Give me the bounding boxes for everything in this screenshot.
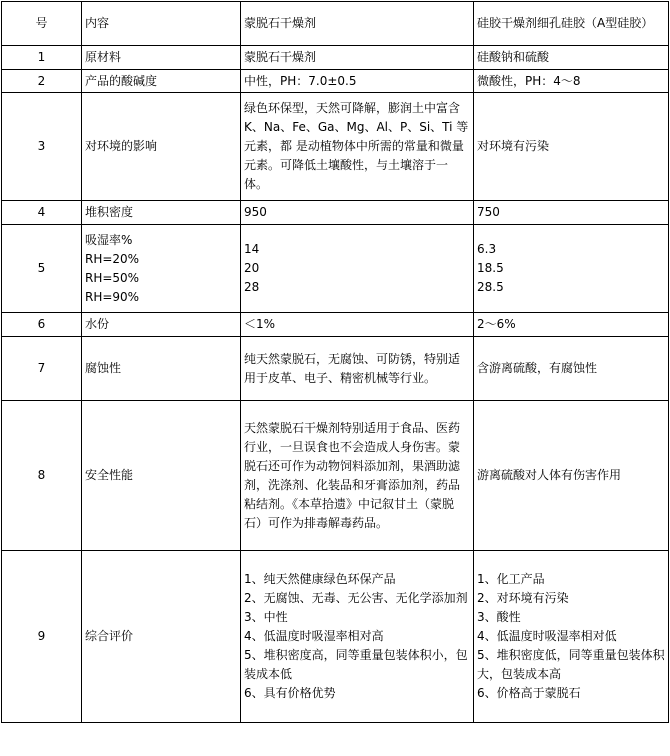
row-mont: 天然蒙脱石干燥剂特别适用于食品、医药行业，一旦误食也不会造成人身伤害。蒙脱石还可作为动物饲料添加剂，果酒助滤剂，洗涤剂、化装品和牙膏添加剂，药品粘结剂。《本草拾遗》中记叙甘土（蒙脱石）可作为排毒解毒药品。 [241,401,474,551]
row-mont-line: 20 [244,261,260,275]
comparison-table-wrapper [1,1,669,723]
table-row [2,93,669,201]
row-mont: 绿色环保型，天然可降解，膨润土中富含 K、Na、Fe、Ga、Mg、Al、P、Si、Ti 等元素，都 是动植物体中所需的常量和微量元素。可降低土壤酸性，与土壤溶于一体。 [241,93,474,201]
row-mont-line: 2、无腐蚀、无毒、无公害、无化学添加剂 [244,591,468,605]
row-silica-line: 1、化工产品 [477,572,545,586]
row-silica-line: 4、低温度时吸湿率相对低 [477,629,617,643]
row-mont-line: 6、具有价格优势 [244,686,336,700]
header-no: 号 [2,2,82,46]
row-mont-line: 5、堆积密度高，同等重量包装体积小，包装成本低 [244,648,468,681]
row-item-line: 吸湿率% [85,232,133,247]
row-mont: 纯天然蒙脱石，无腐蚀、可防锈，特别适用于皮革、电子、精密机械等行业。 [241,337,474,401]
row-silica [474,225,669,313]
row-no: 7 [2,337,82,401]
table-row [2,551,669,723]
row-no: 1 [2,46,82,70]
row-no: 2 [2,70,82,93]
row-mont [241,551,474,723]
row-item-line: RH=50% [85,270,140,285]
row-item: 原材料 [82,46,241,70]
header-silica: 硅胶干燥剂细孔硅胶（A型硅胶） [474,2,669,46]
row-no: 6 [2,313,82,337]
row-silica-line: 2、对环境有污染 [477,591,569,605]
row-item: 水份 [82,313,241,337]
row-silica: 微酸性，PH：4～8 [474,70,669,93]
row-no: 4 [2,201,82,225]
row-silica: 硅酸钠和硫酸 [474,46,669,70]
table-row [2,337,669,401]
row-item: 安全性能 [82,401,241,551]
row-silica-line: 6.3 [477,242,497,256]
row-mont-line: 4、低温度时吸湿率相对高 [244,629,384,643]
header-mont: 蒙脱石干燥剂 [241,2,474,46]
row-mont-line: 28 [244,280,260,294]
row-silica: 750 [474,201,669,225]
row-mont: 中性，PH：7.0±0.5 [241,70,474,93]
row-no: 5 [2,225,82,313]
row-silica: 游离硫酸对人体有伤害作用 [474,401,669,551]
row-item: 堆积密度 [82,201,241,225]
row-mont: 蒙脱石干燥剂 [241,46,474,70]
table-row [2,313,669,337]
row-silica: 含游离硫酸，有腐蚀性 [474,337,669,401]
row-item: 对环境的影响 [82,93,241,201]
row-mont: 950 [241,201,474,225]
row-silica [474,551,669,723]
row-mont: ＜1% [241,313,474,337]
row-silica-line: 6、价格高于蒙脱石 [477,686,581,700]
table-row [2,201,669,225]
comparison-table [1,1,669,723]
row-item: 综合评价 [82,551,241,723]
table-row [2,225,669,313]
table-row [2,401,669,551]
header-item: 内容 [82,2,241,46]
row-item: 产品的酸碱度 [82,70,241,93]
row-silica-line: 5、堆积密度低，同等重量包装体积大，包装成本高 [477,648,665,681]
row-mont-line: 1、纯天然健康绿色环保产品 [244,572,396,586]
row-mont-line: 3、中性 [244,610,288,624]
row-silica-line: 18.5 [477,261,504,275]
row-no: 9 [2,551,82,723]
row-no: 8 [2,401,82,551]
row-item-line: RH=90% [85,289,140,304]
table-row [2,70,669,93]
row-silica: 对环境有污染 [474,93,669,201]
row-no: 3 [2,93,82,201]
table-row [2,46,669,70]
row-mont-line: 14 [244,242,260,256]
header-row [2,2,669,46]
row-item-line: RH=20% [85,251,140,266]
row-item: 腐蚀性 [82,337,241,401]
row-silica: 2～6% [474,313,669,337]
row-mont [241,225,474,313]
row-item [82,225,241,313]
row-silica-line: 28.5 [477,280,504,294]
row-silica-line: 3、酸性 [477,610,521,624]
